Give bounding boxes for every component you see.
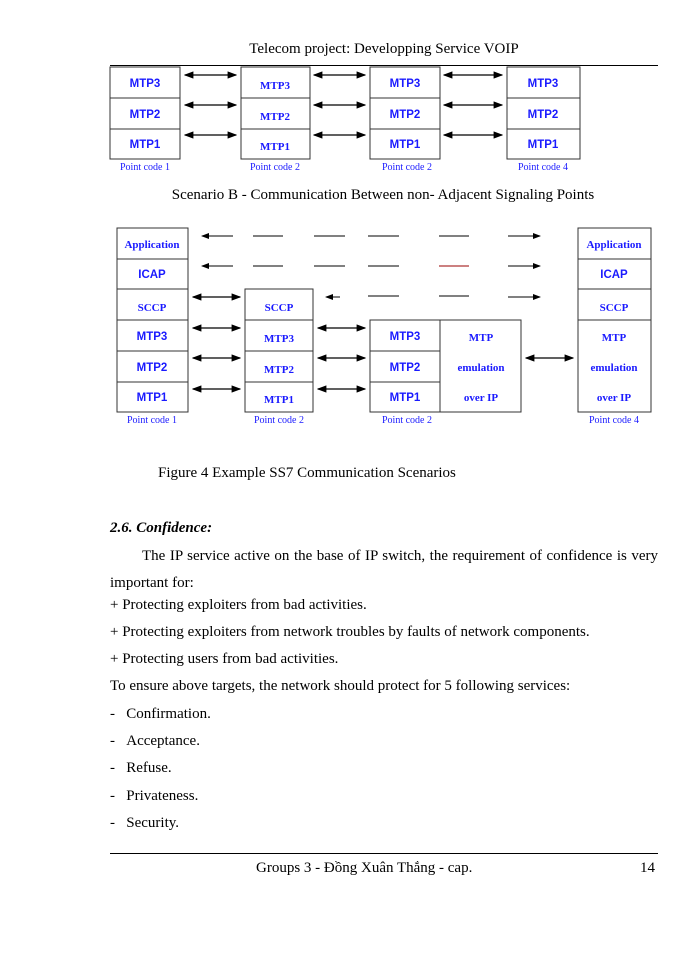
b-point-code-1: Point code 1 bbox=[127, 415, 177, 426]
b2-mtp1: MTP1 bbox=[264, 394, 294, 406]
bullet-2: + Protecting exploiters from network troubles by faults of network components. bbox=[110, 624, 590, 640]
footer-text: Groups 3 - Đồng Xuân Thắng - cap. bbox=[256, 860, 473, 876]
b3-emulation-3: over IP bbox=[463, 392, 499, 404]
service-item-1: - Confirmation. bbox=[110, 706, 211, 722]
page-number: 14 bbox=[640, 860, 655, 876]
ss7-diagrams bbox=[0, 0, 700, 440]
scenario-b-title: Scenario B - Communication Between non- Adjacent Signaling Points bbox=[171, 187, 595, 203]
b1-mtp1: MTP1 bbox=[136, 392, 168, 404]
figure-caption: Figure 4 Example SS7 Communication Scenarios bbox=[158, 465, 456, 481]
diagram-a-arrows bbox=[185, 75, 502, 135]
b1-mtp2: MTP2 bbox=[136, 362, 168, 374]
b4-emulation-1: MTP bbox=[601, 332, 627, 344]
section-intro: The IP service active on the base of IP switch, the requirement of confidence is very important for: bbox=[110, 548, 658, 591]
b2-sccp: SCCP bbox=[264, 302, 294, 314]
diagram-b-arrows bbox=[193, 297, 573, 389]
section-heading: 2.6. Confidence: bbox=[110, 520, 213, 536]
a-point-code-3: Point code 2 bbox=[382, 162, 432, 173]
diagram-a-boxes bbox=[110, 67, 580, 159]
diagram-b-boxes bbox=[117, 228, 651, 412]
b-point-code-4: Point code 4 bbox=[589, 415, 639, 426]
a-point-code-2: Point code 2 bbox=[250, 162, 300, 173]
footer-rule bbox=[110, 853, 658, 854]
b-point-code-2: Point code 2 bbox=[254, 415, 304, 426]
a-point-code-1: Point code 1 bbox=[120, 162, 170, 173]
b1-application: Application bbox=[124, 239, 180, 251]
b3-mtp3: MTP3 bbox=[389, 331, 421, 343]
a-point-code-4: Point code 4 bbox=[518, 162, 568, 173]
service-item-2: - Acceptance. bbox=[110, 733, 200, 749]
b4-emulation-3: over IP bbox=[596, 392, 632, 404]
b4-sccp: SCCP bbox=[599, 302, 629, 314]
b4-application: Application bbox=[586, 239, 642, 251]
b4-icap: ICAP bbox=[600, 269, 628, 281]
targets-text: To ensure above targets, the network should protect for 5 following services: bbox=[110, 678, 571, 694]
a4-mtp1: MTP1 bbox=[527, 139, 559, 151]
b1-icap: ICAP bbox=[138, 269, 166, 281]
b1-sccp: SCCP bbox=[137, 302, 167, 314]
page-header: Telecom project: Developping Service VOIP bbox=[249, 41, 519, 57]
a3-mtp1: MTP1 bbox=[389, 139, 421, 151]
b3-mtp1: MTP1 bbox=[389, 392, 421, 404]
b3-emulation-1: MTP bbox=[468, 332, 494, 344]
service-item-3: - Refuse. bbox=[110, 760, 172, 776]
a1-mtp1: MTP1 bbox=[129, 139, 161, 151]
service-item-4: - Privateness. bbox=[110, 788, 199, 804]
b2-mtp2: MTP2 bbox=[264, 364, 294, 376]
b3-mtp2: MTP2 bbox=[389, 362, 421, 374]
diagram-b-dashed-links bbox=[202, 236, 540, 297]
a3-mtp2: MTP2 bbox=[389, 109, 421, 121]
b4-emulation-2: emulation bbox=[590, 362, 638, 374]
b3-emulation-2: emulation bbox=[457, 362, 505, 374]
service-item-5: - Security. bbox=[110, 815, 180, 831]
a3-mtp3: MTP3 bbox=[389, 78, 421, 90]
a2-mtp1: MTP1 bbox=[260, 141, 290, 153]
bullet-3: + Protecting users from bad activities. bbox=[110, 651, 339, 667]
a1-mtp3: MTP3 bbox=[129, 78, 161, 90]
b2-mtp3: MTP3 bbox=[264, 333, 294, 345]
a2-mtp2: MTP2 bbox=[260, 111, 290, 123]
a4-mtp3: MTP3 bbox=[527, 78, 559, 90]
bullet-1: + Protecting exploiters from bad activities. bbox=[110, 597, 367, 613]
a2-mtp3: MTP3 bbox=[260, 80, 290, 92]
a1-mtp2: MTP2 bbox=[129, 109, 161, 121]
a4-mtp2: MTP2 bbox=[527, 109, 559, 121]
b-point-code-3: Point code 2 bbox=[382, 415, 432, 426]
b1-mtp3: MTP3 bbox=[136, 331, 168, 343]
